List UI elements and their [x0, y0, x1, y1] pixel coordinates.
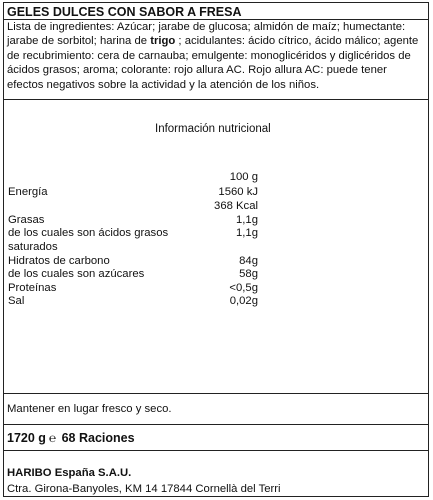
- allergen-highlight: trigo: [150, 35, 176, 48]
- product-title: GELES DULCES CON SABOR A FRESA: [7, 5, 242, 19]
- ingredients-text-end: ; acidulantes: ácido cítrico, ácido málico; agente de recubrimiento: cera de carnauba; emulgente: monoglicéridos y diglicéridos de ácidos grasos; aroma; colorante: rojo allura AC. Rojo allura AC: puede tener efectos negativos sobre la actividad y la atención de los niños.: [7, 35, 419, 91]
- fat-label: Grasas: [8, 214, 45, 226]
- salt-value: 0,02g: [229, 295, 258, 307]
- sugars-value: 58g: [239, 268, 258, 280]
- estimated-sign-icon: ℮: [48, 431, 57, 445]
- divider-ingredients: [3, 99, 429, 100]
- sugars-label: de los cuales son azúcares: [8, 268, 145, 280]
- storage-instructions: Mantener en lugar fresco y seco.: [7, 403, 172, 415]
- ingredients-text-start: Lista de ingredientes: Azúcar; jarabe de glucosa; almidón de maíz; humectante: jarabe de sorbitol; harina de: [7, 21, 406, 48]
- saturated-label-line2: saturados: [8, 241, 58, 253]
- carbs-value: 84g: [239, 255, 258, 267]
- saturated-label-line1: de los cuales son ácidos grasos: [8, 227, 169, 239]
- salt-label: Sal: [8, 295, 25, 307]
- weight-amount: 1720 g: [7, 431, 46, 445]
- net-weight: [7, 431, 135, 445]
- energy-label: Energía: [8, 186, 48, 198]
- energy-kcal-value: 368 Kcal: [214, 200, 258, 212]
- nutrition-per-100g: 100 g: [229, 171, 258, 183]
- protein-label: Proteínas: [8, 282, 57, 294]
- company-address: Ctra. Girona-Banyoles, KM 14 17844 Cornellà del Terri: [7, 483, 281, 495]
- energy-kj-value: 1560 kJ: [218, 186, 258, 198]
- divider-weight: [3, 450, 429, 451]
- nutrition-heading: Información nutricional: [155, 123, 271, 135]
- divider-nutrition: [3, 393, 429, 394]
- carbs-label: Hidratos de carbono: [8, 255, 110, 267]
- ingredients-list: [7, 20, 423, 92]
- portions-count: 68 Raciones: [61, 431, 135, 445]
- fat-value: 1,1g: [236, 214, 258, 226]
- saturated-value: 1,1g: [236, 227, 258, 239]
- company-name: HARIBO España S.A.U.: [7, 467, 132, 479]
- protein-value: <0,5g: [229, 282, 258, 294]
- divider-storage: [3, 424, 429, 425]
